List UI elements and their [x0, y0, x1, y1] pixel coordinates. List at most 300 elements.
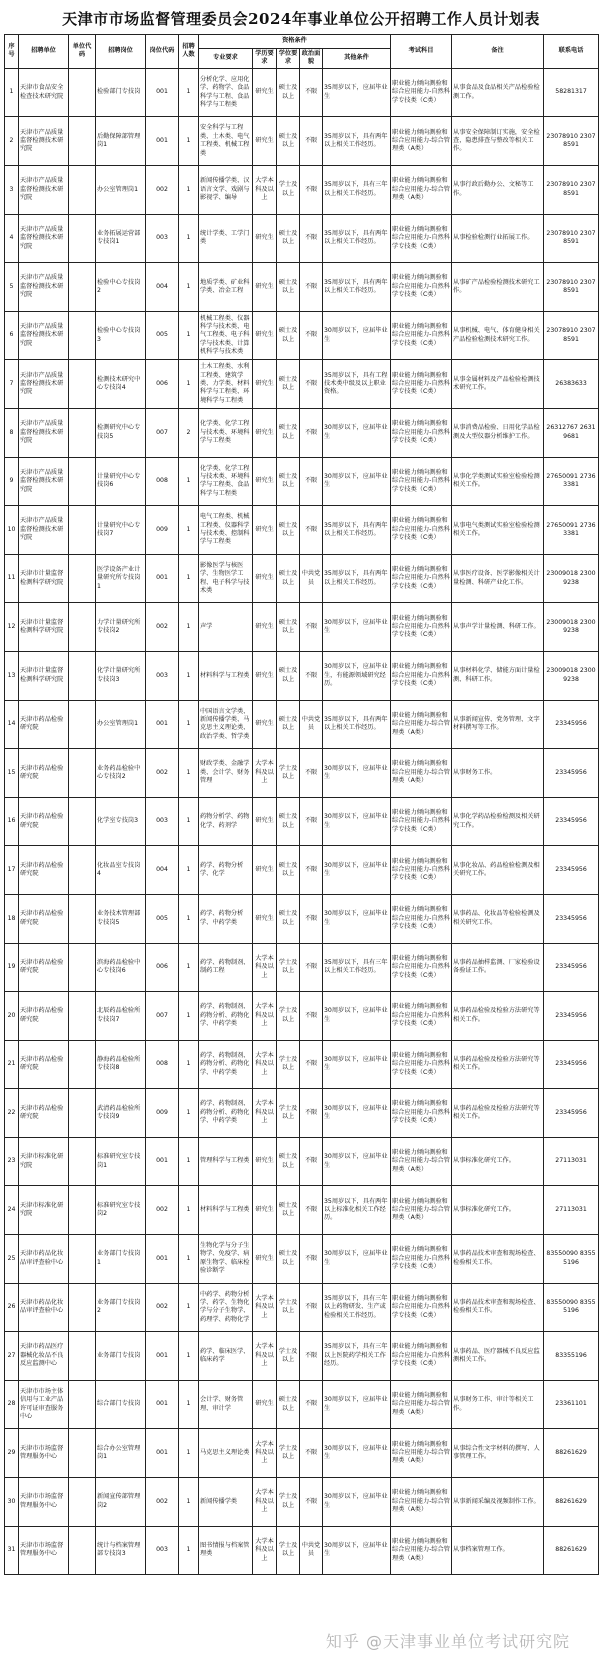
cell-phone: 23345956 — [544, 846, 599, 895]
cell-exam: 职业能力倾向测验和综合应用能力-自然科学专技类（C类） — [391, 603, 452, 652]
header-major: 专业要求 — [199, 49, 253, 69]
cell-exam: 职业能力倾向测验和综合应用能力-综合管理类（A类） — [391, 1478, 452, 1527]
cell-phone: 23345956 — [544, 894, 599, 943]
cell-seq: 26 — [5, 1283, 19, 1332]
cell-major: 声学 — [199, 603, 253, 652]
table-row — [5, 603, 599, 652]
cell-phone: 23078910 23078591 — [544, 311, 599, 360]
cell-politics: 不限 — [300, 651, 323, 700]
cell-degree: 硕士及以上 — [277, 311, 300, 360]
cell-exam: 职业能力倾向测验和综合应用能力-综合管理类（A类） — [391, 1186, 452, 1235]
cell-unit: 天津市药品检验研究院 — [19, 797, 69, 846]
cell-other: 30周岁以下，应届毕业生 — [323, 1526, 391, 1575]
cell-politics: 不限 — [300, 311, 323, 360]
cell-unit-code — [69, 117, 96, 166]
cell-remark: 从事行政后勤办公、文秘等工作。 — [452, 166, 544, 215]
cell-seq: 11 — [5, 554, 19, 603]
cell-major: 管理科学与工程类 — [199, 1137, 253, 1186]
cell-politics: 不限 — [300, 846, 323, 895]
cell-unit-code — [69, 1235, 96, 1284]
cell-count: 1 — [179, 700, 199, 749]
cell-other: 30周岁以下，应届毕业生，有能源领域研究经历。 — [323, 651, 391, 700]
cell-post-code: 001 — [146, 1380, 179, 1429]
cell-phone: 83355196 — [544, 1332, 599, 1381]
cell-politics: 不限 — [300, 1186, 323, 1235]
cell-other: 35周岁以下，具有三年以上医院药学相关工作经历。 — [323, 1332, 391, 1381]
cell-unit: 天津市计量监督检测科学研究院 — [19, 554, 69, 603]
cell-education: 研究生 — [253, 360, 277, 409]
cell-remark: 从事财务工作、审计等相关工作。 — [452, 1380, 544, 1429]
cell-major: 药学、临床医学、临床药学 — [199, 1332, 253, 1381]
cell-exam: 职业能力倾向测验和综合应用能力-综合管理类（A类） — [391, 166, 452, 215]
cell-major: 地质学类、矿业科学类、冶金工程 — [199, 263, 253, 312]
cell-exam: 职业能力倾向测验和综合应用能力-自然科学专技类（C类） — [391, 992, 452, 1041]
cell-other: 35周岁以下，具有工程技术类中级及以上职业资格。 — [323, 360, 391, 409]
page-title: 天津市市场监督管理委员会2024年事业单位公开招聘工作人员计划表 — [62, 10, 540, 28]
header-post-code: 岗位代码 — [146, 35, 179, 69]
cell-post-code: 001 — [146, 68, 179, 117]
cell-seq: 17 — [5, 846, 19, 895]
cell-degree: 硕士及以上 — [277, 68, 300, 117]
cell-degree: 学士及以上 — [277, 992, 300, 1041]
cell-unit: 天津市计量监督检测科学研究院 — [19, 603, 69, 652]
cell-unit-code — [69, 992, 96, 1041]
header-degree: 学位要求 — [277, 49, 300, 69]
cell-remark: 从事标准化研究工作。 — [452, 1137, 544, 1186]
cell-education: 研究生 — [253, 894, 277, 943]
cell-post: 办公室管理岗1 — [96, 700, 146, 749]
cell-major: 马克思主义理论类 — [199, 1429, 253, 1478]
cell-degree: 硕士及以上 — [277, 360, 300, 409]
cell-exam: 职业能力倾向测验和综合应用能力-自然科学专技类（C类） — [391, 846, 452, 895]
cell-education: 大学本科及以上 — [253, 1089, 277, 1138]
cell-post-code: 006 — [146, 360, 179, 409]
cell-unit-code — [69, 1283, 96, 1332]
cell-post-code: 003 — [146, 651, 179, 700]
cell-post: 检测研究中心专技岗5 — [96, 408, 146, 457]
cell-count: 1 — [179, 214, 199, 263]
cell-post: 武清药品检验所专技岗9 — [96, 1089, 146, 1138]
header-count: 招聘人数 — [179, 35, 199, 69]
table-row — [5, 360, 599, 409]
cell-phone: 26383633 — [544, 360, 599, 409]
cell-count: 1 — [179, 846, 199, 895]
cell-unit: 天津市药品检验研究院 — [19, 1040, 69, 1089]
cell-unit: 天津市药品检验研究院 — [19, 846, 69, 895]
header-politics: 政治面貌 — [300, 49, 323, 69]
cell-seq: 14 — [5, 700, 19, 749]
cell-other: 30周岁以下，应届毕业生 — [323, 1478, 391, 1527]
cell-degree: 硕士及以上 — [277, 506, 300, 555]
cell-degree: 学士及以上 — [277, 1332, 300, 1381]
header-post: 招聘岗位 — [96, 35, 146, 69]
cell-unit: 天津市市场主体信用与工业产品许可证审查服务中心 — [19, 1380, 69, 1429]
cell-major: 机械工程类、仪器科学与技术类、电气工程类、电子科学与技术类、计算机科学与技术类 — [199, 311, 253, 360]
cell-politics: 不限 — [300, 943, 323, 992]
cell-politics: 不限 — [300, 1283, 323, 1332]
cell-post: 检测技术研究中心专技岗4 — [96, 360, 146, 409]
cell-unit-code — [69, 408, 96, 457]
cell-degree: 硕士及以上 — [277, 651, 300, 700]
cell-major: 财政学类、金融学类、会计学、财务管理 — [199, 749, 253, 798]
cell-degree: 学士及以上 — [277, 943, 300, 992]
cell-remark: 从事化学药品检验检测及相关研究工作。 — [452, 797, 544, 846]
cell-post: 综合部门专技岗 — [96, 1380, 146, 1429]
cell-politics: 不限 — [300, 1040, 323, 1089]
cell-post: 统计与档案管理部专技岗3 — [96, 1526, 146, 1575]
cell-seq: 2 — [5, 117, 19, 166]
cell-unit: 天津市药品医疗器械化妆品不良反应监测中心 — [19, 1332, 69, 1381]
cell-count: 1 — [179, 603, 199, 652]
cell-major: 药学、药物制剂、药物分析、药物化学、中药学类 — [199, 1089, 253, 1138]
cell-remark: 从事安全保障制订实施，安全检查，隐患排查与整改等相关工作。 — [452, 117, 544, 166]
cell-remark: 从事消费品检验、日用化学品检测及大型仪器分析维护工作。 — [452, 408, 544, 457]
cell-post: 医学设备产业计量研究所专技岗1 — [96, 554, 146, 603]
cell-phone: 27650091 27363381 — [544, 506, 599, 555]
cell-unit-code — [69, 1332, 96, 1381]
cell-post-code: 001 — [146, 1429, 179, 1478]
cell-seq: 31 — [5, 1526, 19, 1575]
cell-count: 1 — [179, 263, 199, 312]
cell-post-code: 003 — [146, 797, 179, 846]
cell-major: 材料科学与工程类 — [199, 651, 253, 700]
cell-major: 统计学类、工学门类 — [199, 214, 253, 263]
cell-seq: 3 — [5, 166, 19, 215]
cell-major: 电气工程类、机械工程类、仪器科学与技术类、控制科学与工程类 — [199, 506, 253, 555]
cell-post-code: 009 — [146, 506, 179, 555]
cell-phone: 23345956 — [544, 797, 599, 846]
table-row — [5, 1089, 599, 1138]
cell-exam: 职业能力倾向测验和综合应用能力-自然科学专技类（C类） — [391, 360, 452, 409]
table-row — [5, 1429, 599, 1478]
cell-post: 检验中心专技岗3 — [96, 311, 146, 360]
cell-major: 新闻传播学类、汉语言文学、戏剧与影视学、编导 — [199, 166, 253, 215]
table-row — [5, 943, 599, 992]
cell-post-code: 002 — [146, 166, 179, 215]
cell-politics: 不限 — [300, 1137, 323, 1186]
cell-politics: 不限 — [300, 166, 323, 215]
cell-count: 1 — [179, 749, 199, 798]
cell-unit: 天津市药品检验研究院 — [19, 749, 69, 798]
table-row — [5, 1526, 599, 1575]
cell-exam: 职业能力倾向测验和综合应用能力-综合管理类（A类） — [391, 1380, 452, 1429]
cell-degree: 硕士及以上 — [277, 1235, 300, 1284]
cell-count: 1 — [179, 506, 199, 555]
cell-education: 研究生 — [253, 457, 277, 506]
cell-post: 计量研究中心专技岗7 — [96, 506, 146, 555]
cell-post-code: 005 — [146, 311, 179, 360]
table-row — [5, 894, 599, 943]
cell-exam: 职业能力倾向测验和综合应用能力-自然科学专技类（C类） — [391, 943, 452, 992]
cell-politics: 中共党员 — [300, 1526, 323, 1575]
cell-education: 大学本科及以上 — [253, 1429, 277, 1478]
cell-exam: 职业能力倾向测验和综合应用能力-自然科学专技类（C类） — [391, 311, 452, 360]
cell-exam: 职业能力倾向测验和综合应用能力-自然科学专技类（C类） — [391, 894, 452, 943]
cell-post: 北辰药品检验所专技岗7 — [96, 992, 146, 1041]
cell-politics: 不限 — [300, 1332, 323, 1381]
cell-post-code: 007 — [146, 992, 179, 1041]
table-row — [5, 554, 599, 603]
cell-count: 1 — [179, 1526, 199, 1575]
cell-seq: 29 — [5, 1429, 19, 1478]
cell-politics: 不限 — [300, 603, 323, 652]
cell-remark: 从事财务工作。 — [452, 749, 544, 798]
cell-other: 35周岁以下，具有两年以上相关工作经历。 — [323, 506, 391, 555]
header-conditions: 资格条件 — [199, 35, 391, 49]
cell-post-code: 002 — [146, 749, 179, 798]
header-row-1 — [5, 35, 599, 49]
cell-exam: 职业能力倾向测验和综合应用能力-自然科学专技类（C类） — [391, 651, 452, 700]
table-row — [5, 214, 599, 263]
header-remark: 备注 — [452, 35, 544, 69]
cell-other: 30周岁以下，应届毕业生 — [323, 603, 391, 652]
cell-other: 30周岁以下，应届毕业生 — [323, 408, 391, 457]
cell-phone: 23361101 — [544, 1380, 599, 1429]
cell-exam: 职业能力倾向测验和综合应用能力-综合管理类（A类） — [391, 1526, 452, 1575]
cell-other: 30周岁以下，应届毕业生 — [323, 846, 391, 895]
cell-post-code: 003 — [146, 1526, 179, 1575]
cell-other: 35周岁以下，具有两年以上相关工作经历。 — [323, 700, 391, 749]
table-row — [5, 263, 599, 312]
table-row — [5, 1186, 599, 1235]
cell-post: 标准研究室专技岗2 — [96, 1186, 146, 1235]
cell-count: 1 — [179, 1478, 199, 1527]
cell-major: 药学、药物制剂、制药工程 — [199, 943, 253, 992]
cell-phone: 88261629 — [544, 1526, 599, 1575]
cell-politics: 不限 — [300, 1380, 323, 1429]
table-row — [5, 68, 599, 117]
cell-seq: 19 — [5, 943, 19, 992]
cell-remark: 从事声学计量检测、科研工作。 — [452, 603, 544, 652]
cell-seq: 20 — [5, 992, 19, 1041]
cell-seq: 10 — [5, 506, 19, 555]
cell-post-code: 008 — [146, 457, 179, 506]
cell-remark: 从事药品技术审查和现场检查、检验相关工作。 — [452, 1235, 544, 1284]
cell-post-code: 001 — [146, 554, 179, 603]
table-row — [5, 1235, 599, 1284]
cell-exam: 职业能力倾向测验和综合应用能力-自然科学专技类（C类） — [391, 506, 452, 555]
cell-unit: 天津市市场监督管理服务中心 — [19, 1478, 69, 1527]
cell-post: 标准研究室专技岗1 — [96, 1137, 146, 1186]
cell-post: 业务药品检验中心专技岗2 — [96, 749, 146, 798]
cell-seq: 6 — [5, 311, 19, 360]
cell-count: 1 — [179, 943, 199, 992]
cell-exam: 职业能力倾向测验和综合应用能力-自然科学专技类（C类） — [391, 457, 452, 506]
cell-exam: 职业能力倾向测验和综合应用能力-自然科学专技类（C类） — [391, 554, 452, 603]
cell-seq: 8 — [5, 408, 19, 457]
cell-remark: 从事药品抽样监测、厂家检验设备验证工作。 — [452, 943, 544, 992]
cell-unit: 天津市药品检验研究院 — [19, 992, 69, 1041]
table-row — [5, 700, 599, 749]
cell-phone: 23078910 23078591 — [544, 166, 599, 215]
cell-other: 35周岁以下，应届毕业生 — [323, 68, 391, 117]
table-row — [5, 166, 599, 215]
cell-other: 30周岁以下，应届毕业生 — [323, 992, 391, 1041]
cell-remark: 从事新闻宣传、党务管理、文字材料撰写等工作。 — [452, 700, 544, 749]
cell-exam: 职业能力倾向测验和综合应用能力-自然科学专技类（C类） — [391, 1235, 452, 1284]
cell-phone: 83550090 83555196 — [544, 1235, 599, 1284]
cell-remark: 从事药品、化妆品等检验检测及相关研究工作。 — [452, 894, 544, 943]
cell-education: 大学本科及以上 — [253, 943, 277, 992]
cell-remark: 从事检验检测行业拓展工作。 — [452, 214, 544, 263]
cell-remark: 从事机械、电气、体育健身相关产品检验检测技术研究工作。 — [452, 311, 544, 360]
watermark: 知乎 @天津事业单位考试研究院 — [325, 1632, 570, 1651]
cell-education: 研究生 — [253, 408, 277, 457]
cell-post: 静海药品检验所专技岗8 — [96, 1040, 146, 1089]
cell-post-code: 001 — [146, 1235, 179, 1284]
header-education: 学历要求 — [253, 49, 277, 69]
cell-exam: 职业能力倾向测验和综合应用能力-自然科学专技类（C类） — [391, 263, 452, 312]
cell-unit: 天津市标准化研究院 — [19, 1186, 69, 1235]
cell-politics: 不限 — [300, 457, 323, 506]
cell-seq: 22 — [5, 1089, 19, 1138]
cell-seq: 12 — [5, 603, 19, 652]
cell-phone: 23345956 — [544, 992, 599, 1041]
cell-phone: 23009018 23009238 — [544, 603, 599, 652]
cell-remark: 从事化妆品、药品检验检测及相关研究工作。 — [452, 846, 544, 895]
cell-education: 研究生 — [253, 506, 277, 555]
cell-post: 办公室管理岗1 — [96, 166, 146, 215]
cell-unit-code — [69, 214, 96, 263]
cell-unit: 天津市计量监督检测科学研究院 — [19, 651, 69, 700]
cell-seq: 25 — [5, 1235, 19, 1284]
cell-politics: 不限 — [300, 408, 323, 457]
cell-other: 30周岁以下，应届毕业生 — [323, 1089, 391, 1138]
table-row — [5, 1283, 599, 1332]
cell-education: 大学本科及以上 — [253, 1526, 277, 1575]
cell-exam: 职业能力倾向测验和综合应用能力-自然科学专技类（C类） — [391, 1089, 452, 1138]
cell-education: 研究生 — [253, 1235, 277, 1284]
cell-remark: 从事档案管理工作。 — [452, 1526, 544, 1575]
cell-phone: 23345956 — [544, 943, 599, 992]
cell-other: 35周岁以下，具有两年以上相关工作经历。 — [323, 554, 391, 603]
cell-seq: 30 — [5, 1478, 19, 1527]
cell-post-code: 009 — [146, 1089, 179, 1138]
cell-unit-code — [69, 457, 96, 506]
cell-politics: 不限 — [300, 214, 323, 263]
cell-exam: 职业能力倾向测验和综合应用能力-自然科学专技类（C类） — [391, 408, 452, 457]
cell-seq: 15 — [5, 749, 19, 798]
cell-other: 30周岁以下，应届毕业生 — [323, 1235, 391, 1284]
table-row — [5, 311, 599, 360]
cell-unit-code — [69, 651, 96, 700]
cell-unit: 天津市市场监督管理服务中心 — [19, 1429, 69, 1478]
cell-degree: 硕士及以上 — [277, 408, 300, 457]
cell-seq: 21 — [5, 1040, 19, 1089]
cell-post-code: 004 — [146, 846, 179, 895]
cell-seq: 24 — [5, 1186, 19, 1235]
cell-post-code: 001 — [146, 117, 179, 166]
cell-education: 研究生 — [253, 797, 277, 846]
cell-major: 分析化学、应用化学、药物学、食品科学与工程、食品科学与工程类 — [199, 68, 253, 117]
cell-count: 1 — [179, 894, 199, 943]
cell-education: 研究生 — [253, 311, 277, 360]
cell-seq: 1 — [5, 68, 19, 117]
cell-unit-code — [69, 360, 96, 409]
cell-politics: 不限 — [300, 263, 323, 312]
cell-phone: 23345956 — [544, 700, 599, 749]
cell-unit: 天津市产品质量监督检测技术研究院 — [19, 117, 69, 166]
cell-major: 土木工程类、水利工程类、建筑学类、力学类、材料科学与工程类、环境科学与工程类 — [199, 360, 253, 409]
cell-major: 中药学、药物分析学、药学、生物化学与分子生物学、药理学、药物化学 — [199, 1283, 253, 1332]
cell-count: 1 — [179, 457, 199, 506]
table-row — [5, 506, 599, 555]
cell-education: 研究生 — [253, 214, 277, 263]
cell-education: 大学本科及以上 — [253, 749, 277, 798]
cell-post: 新闻宣传部管理岗2 — [96, 1478, 146, 1527]
cell-other: 30周岁以下，应届毕业生 — [323, 457, 391, 506]
recruitment-table — [4, 34, 599, 1575]
table-row — [5, 1478, 599, 1527]
cell-seq: 9 — [5, 457, 19, 506]
cell-remark: 从事药品检验及检验方法研究等相关工作。 — [452, 992, 544, 1041]
cell-education: 大学本科及以上 — [253, 1283, 277, 1332]
cell-politics: 不限 — [300, 1478, 323, 1527]
cell-phone: 58281317 — [544, 68, 599, 117]
cell-seq: 16 — [5, 797, 19, 846]
table-row — [5, 1137, 599, 1186]
table-row — [5, 408, 599, 457]
cell-post-code: 008 — [146, 1040, 179, 1089]
cell-major: 材料科学与工程类 — [199, 1186, 253, 1235]
cell-post: 综合办公室管理岗1 — [96, 1429, 146, 1478]
cell-degree: 硕士及以上 — [277, 457, 300, 506]
cell-major: 中国语言文学类、新闻传播学类、马克思主义理论类、政治学类、哲学类 — [199, 700, 253, 749]
cell-degree: 硕士及以上 — [277, 1380, 300, 1429]
cell-unit-code — [69, 700, 96, 749]
cell-unit: 天津市产品质量监督检测技术研究院 — [19, 263, 69, 312]
cell-politics: 不限 — [300, 797, 323, 846]
table-row — [5, 992, 599, 1041]
cell-seq: 18 — [5, 894, 19, 943]
cell-other: 35周岁以下，具有三年以上相关工作经历。 — [323, 943, 391, 992]
cell-politics: 不限 — [300, 1429, 323, 1478]
cell-unit: 天津市药品化妆品审评查验中心 — [19, 1283, 69, 1332]
cell-remark: 从事食品及食品相关产品检验检测工作。 — [452, 68, 544, 117]
cell-unit-code — [69, 1526, 96, 1575]
cell-degree: 学士及以上 — [277, 1526, 300, 1575]
cell-unit: 天津市标准化研究院 — [19, 1137, 69, 1186]
cell-major: 药学、药物分析学、中药学类 — [199, 894, 253, 943]
cell-education: 研究生 — [253, 68, 277, 117]
cell-unit-code — [69, 1186, 96, 1235]
cell-other: 30周岁以下，应届毕业生 — [323, 749, 391, 798]
cell-unit: 天津市药品检验研究院 — [19, 700, 69, 749]
cell-post: 化学计量研究所专技岗3 — [96, 651, 146, 700]
cell-education: 大学本科及以上 — [253, 992, 277, 1041]
cell-exam: 职业能力倾向测验和综合应用能力-综合管理类（A类） — [391, 700, 452, 749]
cell-post: 化妆品室专技岗4 — [96, 846, 146, 895]
cell-count: 1 — [179, 1332, 199, 1381]
cell-politics: 不限 — [300, 1235, 323, 1284]
cell-count: 1 — [179, 1235, 199, 1284]
cell-seq: 13 — [5, 651, 19, 700]
cell-politics: 不限 — [300, 117, 323, 166]
cell-unit: 天津市产品质量监督检测技术研究院 — [19, 360, 69, 409]
cell-count: 1 — [179, 68, 199, 117]
cell-other: 30周岁以下，应届毕业生 — [323, 894, 391, 943]
cell-post-code: 001 — [146, 1137, 179, 1186]
cell-unit-code — [69, 943, 96, 992]
cell-count: 1 — [179, 1429, 199, 1478]
cell-remark: 从事综合性文字材料的撰写、人事管理工作。 — [452, 1429, 544, 1478]
cell-unit-code — [69, 1040, 96, 1089]
cell-unit-code — [69, 1089, 96, 1138]
cell-post: 业务部门专技岗2 — [96, 1283, 146, 1332]
cell-exam: 职业能力倾向测验和综合应用能力-自然科学专技类（C类） — [391, 797, 452, 846]
cell-remark: 从事医疗设备、医学影像相关计量检测、科研产业化工作。 — [452, 554, 544, 603]
cell-unit: 天津市产品质量监督检测技术研究院 — [19, 311, 69, 360]
